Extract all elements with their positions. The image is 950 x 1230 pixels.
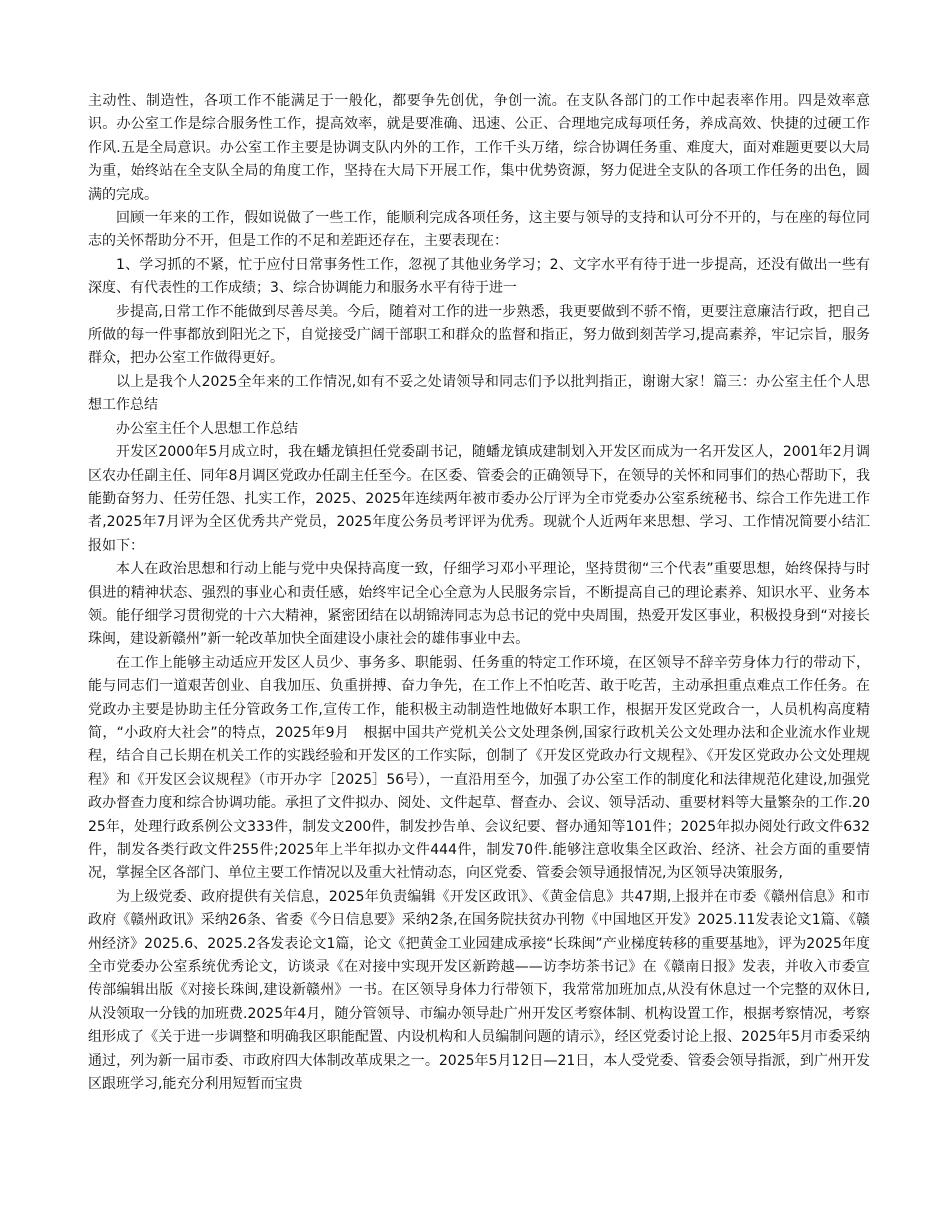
section-title: 办公室主任个人思想工作总结 — [116, 420, 298, 437]
paragraph-4: 步提高,日常工作不能做到尽善尽美。今后，随着对工作的进一步熟悉，我更要做到不骄不惰，更要注意廉洁行政，把自己所做的每一件事都放到阳光之下，自觉接受广阔干部职工和群众的监督和指正，努力做到刻苦学习,提高素养，牢记宗旨，服务群众，把办公室工作做得更好。 — [88, 303, 870, 367]
paragraph-8: 本人在政治思想和行动上能与党中央保持高度一致，仔细学习邓小平理论，坚持贯彻“三个代表”重要思想，始终保持与时俱进的精神状态、强烈的事业心和责任感，始终牢记全心全意为人民服务宗旨，不断提高自己的理论素养、知识水平、业务本领。能仔细学习贯彻党的十六大精神，紧密团结在以胡锦涛同志为总书记的党中央周围，热爱开发区事业，积极投身到“对接长珠闽，建设新赣州”新一轮改革加快全面建设小康社会的雄伟事业中去。 — [88, 561, 870, 648]
paragraph-2: 回顾一年来的工作，假如说做了一些工作，能顺利完成各项任务，这主要与领导的支持和认可分不开的，与在座的每位同志的关怀帮助分不开，但是工作的不足和差距还存在，主要表现在： — [88, 210, 870, 250]
paragraph-9: 在工作上能够主动适应开发区人员少、事务多、职能弱、任务重的特定工作环境，在区领导不辞辛劳身体力行的带动下，能与同志们一道艰苦创业、自我加压、负重拼搏、奋力争先，在工作上不怕吃苦、敢于吃苦，主动承担重点难点工作任务。在党政办主要是协助主任分管政务工作,宣传工作，能积极主动制造性地做好本职工作，根据开发区党政合一，人员机构高度精简，“小政府大社会”的特点，2025年9月 根据中国共产党机关公文处理条例,国家行政机关公文处理办法和企业流水作业规程，结合自己长期在机关工作的实践经验和开发区的工作实际，创制了《开发区党政办行文规程》、《开发区党政办公文处理规程》和《开发区会议规程》（市开办字［2025］56号），一直沿用至今，加强了办公室工作的制度化和法律规范化建设,加强党政办督查力度和综合协调功能。承担了文件拟办、阅处、文件起草、督查办、会议、领导活动、重要材料等大量繁杂的工作.2025年，处理行政系例公文333件，制发文200件，制发抄告单、会议纪要、督办通知等101件；2025年拟办阅处行政文件632件，制发各类行政文件255件;2025年上半年拟办文件444件，制发70件.能够注意收集全区政治、经济、社会方面的重要情况，掌握全区各部门、单位主要工作情况以及重大社情动态，向区党委、管委会领导通报情况,为区领导决策服务, — [88, 654, 870, 882]
paragraph-7: 开发区2000年5月成立时，我在蟠龙镇担任党委副书记，随蟠龙镇成建制划入开发区而成为一名开发区人，2001年2月调区农办任副主任、同年8月调区党政办任副主任至今。在区委、管委会的正确领导下，在领导的关怀和同事们的热心帮助下，我能勤奋努力、任劳任怨、扎实工作，2025、2025年连续两年被市委办公厅评为全市党委办公室系统秘书、综合工作先进工作者,2025年7月评为全区优秀共产党员，2025年度公务员考评评为优秀。现就个人近两年来思想、学习、工作情况简要小结汇报如下： — [88, 444, 870, 554]
paragraph-10: 为上级党委、政府提供有关信息，2025年负责编辑《开发区政讯》、《黄金信息》共47期,上报并在市委《赣州信息》和市政府《赣州政讯》采纳26条、省委《今日信息要》采纳2条,在国务院扶贫办刊物《中国地区开发》2025.11发表论文1篇、《赣州经济》2025.6、2025.2各发表论文1篇，论文《把黄金工业园建成承接“长珠闽”产业梯度转移的重要基地》，评为2025年度全市党委办公室系统优秀论文，访谈录《在对接中实现开发区新跨越——访李坊茶书记》在《赣南日报》发表，并收入市委宣传部编辑出版《对接长珠闽,建设新赣州》一书。在区领导身体力行带领下，我常常加班加点,从没有休息过一个完整的双休日,从没领取一分钱的加班费.2025年4月，随分管领导、市编办领导赴广州开发区考察体制、机构设置工作，根据考察情况，考察组形成了《关于进一步调整和明确我区职能配置、内设机构和人员编制问题的请示》，经区党委讨论上报、2025年5月市委采纳通过，列为新一届市委、市政府四大体制改革成果之一。2025年5月12日—21日，本人受党委、管委会领导指派，到广州开发区跟班学习,能充分利用短暂而宝贵 — [88, 888, 870, 1093]
paragraph-3: 1、学习抓的不紧，忙于应付日常事务性工作，忽视了其他业务学习；2、文字水平有待于进一步提高，还没有做出一些有深度、有代表性的工作成绩；3、综合协调能力和服务水平有待于进一 — [88, 256, 870, 297]
document-page — [88, 90, 870, 1096]
paragraph-5: 以上是我个人2025全年来的工作情况,如有不妥之处请领导和同志们予以批判指正，谢谢大家！篇三：办公室主任个人思想工作总结 — [88, 373, 870, 414]
paragraph-1: 主动性、制造性，各项工作不能满足于一般化，都要争先创优，争创一流。在支队各部门的工作中起表率作用。四是效率意识。办公室工作是综合服务性工作，提高效率，就是要准确、迅速、公正、合理地完成每项任务，养成高效、快捷的过硬工作作风.五是全局意识。办公室工作主要是协调支队内外的工作，工作千头万绪，综合协调任务重、难度大，面对难题更要以大局为重，始终站在全支队全局的角度工作，坚持在大局下开展工作，集中优势资源，努力促进全支队的各项工作任务的出色，圆满的完成。 — [88, 93, 870, 203]
